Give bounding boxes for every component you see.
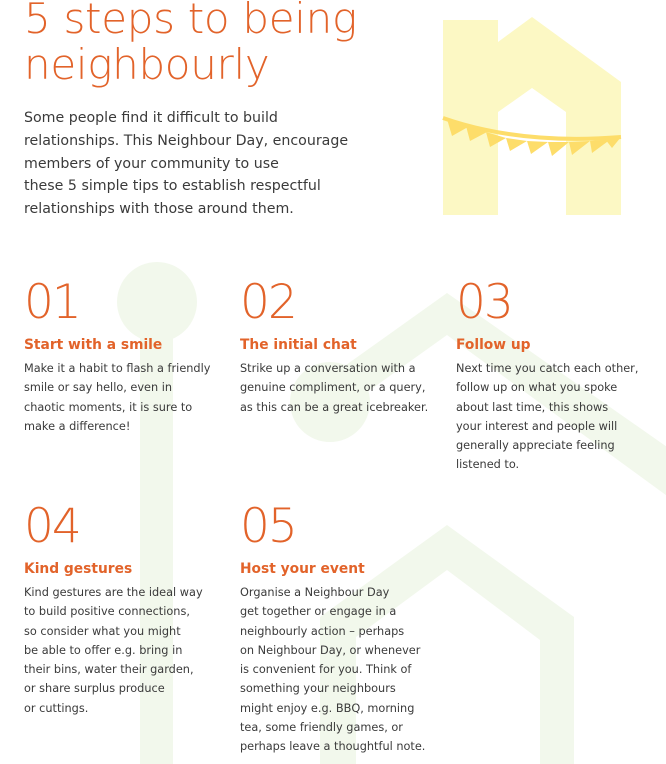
step-05 bbox=[240, 499, 455, 757]
step-description: Make it a habit to flash a friendly smile or say hello, even in chaotic moments, it is sure to make a difference! bbox=[24, 362, 211, 433]
step-number: 03 bbox=[456, 275, 512, 330]
step-number: 04 bbox=[24, 499, 80, 554]
step-description: Next time you catch each other, follow up on what you spoke about last time, this shows your interest and people will generally appreciate feeling listened to. bbox=[456, 362, 639, 472]
step-heading: Host your event bbox=[240, 561, 365, 577]
title-line-1: 5 steps to being bbox=[24, 0, 357, 43]
step-number: 02 bbox=[240, 275, 296, 330]
intro-line: relationships. This Neighbour Day, encourage bbox=[24, 132, 349, 149]
step-description: Organise a Neighbour Day get together or engage in a neighbourly action – perhaps on Neighbour Day, or whenever is convenient for you. Think of something your neighbours might enjoy e.g. BBQ, morning tea, some friendly games, or perhaps leave a thoughtful note. bbox=[240, 586, 426, 754]
step-04 bbox=[24, 499, 239, 718]
title-line-2: neighbourly bbox=[24, 40, 270, 89]
step-02 bbox=[240, 275, 455, 417]
intro-line: Some people find it difficult to build bbox=[24, 110, 278, 126]
step-heading: The initial chat bbox=[240, 337, 357, 353]
page-title bbox=[24, 0, 357, 88]
step-03 bbox=[456, 275, 666, 475]
step-heading: Kind gestures bbox=[24, 561, 133, 577]
intro-paragraph bbox=[24, 107, 404, 221]
intro-line: relationships with those around them. bbox=[24, 201, 294, 218]
step-number: 05 bbox=[240, 499, 296, 554]
step-description: Strike up a conversation with a genuine compliment, or a query, as this can be a great icebreaker. bbox=[240, 362, 429, 414]
step-description: Kind gestures are the ideal way to build positive connections, so consider what you might be able to offer e.g. bring in their bins, water their garden, or share surplus produce or cuttings. bbox=[24, 586, 203, 715]
step-number: 01 bbox=[24, 275, 80, 330]
step-heading: Start with a smile bbox=[24, 337, 163, 353]
step-heading: Follow up bbox=[456, 337, 531, 353]
step-01 bbox=[24, 275, 239, 436]
intro-line: members of your community to use bbox=[24, 155, 279, 172]
intro-line: these 5 simple tips to establish respectful bbox=[24, 178, 321, 195]
